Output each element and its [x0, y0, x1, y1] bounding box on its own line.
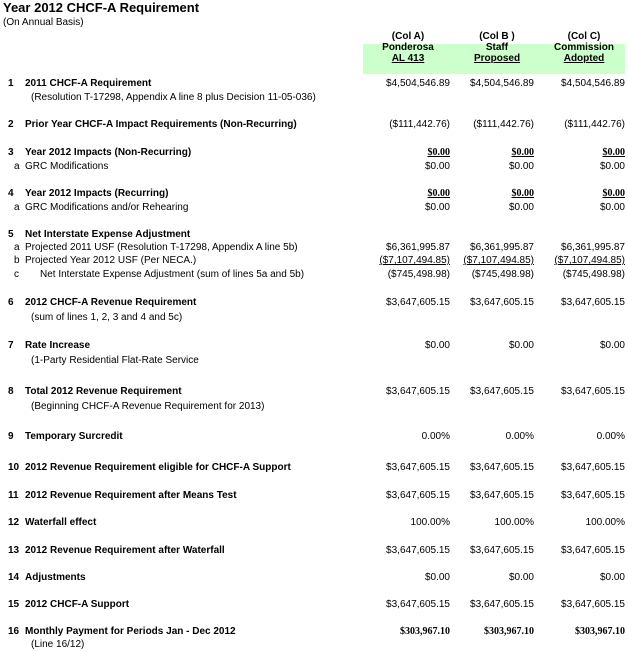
col-c-name: Commission	[553, 42, 614, 53]
row-number: 1	[8, 78, 14, 89]
row-label: Net Interstate Expense Adjustment (sum of lines 5a and 5b)	[40, 269, 305, 280]
col-a-value: 0.00%	[421, 431, 450, 442]
col-c-value: ($745,498.98)	[562, 269, 625, 280]
col-b-value: $3,647,605.15	[470, 386, 534, 397]
col-c-value: $0.00	[599, 202, 625, 213]
col-a-value: $0.00	[427, 188, 450, 199]
col-c-value: 0.00%	[596, 431, 625, 442]
row-note: (Resolution T-17298, Appendix A line 8 plus Decision 11-05-036)	[31, 92, 316, 103]
table-row-note	[0, 311, 628, 324]
table-row	[0, 385, 628, 398]
col-c-value: $4,504,546.89	[561, 78, 625, 89]
table-row	[0, 571, 628, 584]
page-subtitle: (On Annual Basis)	[3, 17, 84, 28]
col-c-value: $3,647,605.15	[561, 386, 625, 397]
table-row	[0, 296, 628, 309]
row-number: 5	[8, 229, 14, 240]
table-row	[0, 160, 628, 173]
row-label: GRC Modifications and/or Rehearing	[25, 202, 189, 213]
row-label: Projected Year 2012 USF (Per NECA.)	[25, 255, 197, 266]
row-note: (Beginning CHCF-A Revenue Requirement for 2013)	[31, 401, 265, 412]
col-c-value: ($111,442.76)	[564, 119, 625, 130]
col-a-value: $3,647,605.15	[386, 297, 450, 308]
row-number: 11	[8, 490, 19, 501]
row-label: 2012 Revenue Requirement after Means Test	[25, 490, 237, 501]
col-a-value: ($111,442.76)	[389, 119, 450, 130]
col-b-value: $0.00	[508, 572, 534, 583]
row-label: 2012 Revenue Requirement eligible for CHCF-A Support	[25, 462, 291, 473]
col-b-value: $303,967.10	[484, 626, 534, 637]
table-row-note	[0, 91, 628, 104]
table-row	[0, 544, 628, 557]
col-c-value: 100.00%	[585, 517, 625, 528]
table-row	[0, 489, 628, 502]
table-row	[0, 254, 628, 267]
table-row-note	[0, 638, 628, 651]
col-a-value: $0.00	[427, 147, 450, 158]
row-label: 2012 CHCF-A Support	[25, 599, 130, 610]
row-label: Monthly Payment for Periods Jan - Dec 2012	[25, 626, 236, 637]
col-b-value: $0.00	[508, 202, 534, 213]
col-b-value: $3,647,605.15	[470, 462, 534, 473]
row-label: Waterfall effect	[25, 517, 97, 528]
row-number: 10	[8, 462, 20, 473]
col-b-name: Staff	[485, 42, 509, 53]
row-number: 9	[8, 431, 14, 442]
row-number: 16	[8, 626, 20, 637]
row-note: (Line 16/12)	[31, 639, 85, 650]
row-label: Adjustments	[25, 572, 86, 583]
col-b-value: ($745,498.98)	[471, 269, 534, 280]
row-number: 3	[8, 147, 14, 158]
row-label: GRC Modifications	[25, 161, 109, 172]
row-label: Rate Increase	[25, 340, 91, 351]
row-label: 2012 Revenue Requirement after Waterfall	[25, 545, 225, 556]
col-a-name: Ponderosa	[382, 42, 434, 53]
row-number: 7	[8, 340, 14, 351]
table-row	[0, 339, 628, 352]
row-label: 2011 CHCF-A Requirement	[25, 78, 152, 89]
table-row	[0, 118, 628, 131]
table-row	[0, 201, 628, 214]
row-number: 13	[8, 545, 20, 556]
page-title: Year 2012 CHCF-A Requirement	[3, 0, 200, 15]
row-label: Projected 2011 USF (Resolution T-17298, Appendix A line 5b)	[25, 242, 298, 253]
row-number: 12	[8, 517, 20, 528]
col-c-value: $3,647,605.15	[561, 297, 625, 308]
table-row	[0, 241, 628, 254]
col-b-value: $0.00	[508, 161, 534, 172]
table-row	[0, 625, 628, 638]
col-a-value: $3,647,605.15	[386, 386, 450, 397]
col-b-value: ($111,442.76)	[473, 119, 534, 130]
col-a-value: $3,647,605.15	[386, 545, 450, 556]
row-label: Prior Year CHCF-A Impact Requirements (Non-Recurring)	[25, 119, 297, 130]
col-a-value: $3,647,605.15	[386, 490, 450, 501]
row-label: Total 2012 Revenue Requirement	[25, 386, 182, 397]
col-c-value: $3,647,605.15	[561, 599, 625, 610]
row-label: Temporary Surcredit	[25, 431, 123, 442]
col-b-code: (Col B )	[479, 31, 515, 42]
row-letter: c	[14, 269, 19, 280]
col-a-value: ($7,107,494.85)	[379, 255, 450, 266]
col-c-value: $3,647,605.15	[561, 462, 625, 473]
table-row	[0, 430, 628, 443]
table-row	[0, 146, 628, 159]
row-note: (1-Party Residential Flat-Rate Service	[31, 355, 199, 366]
col-c-value: $303,967.10	[575, 626, 625, 637]
col-b-value: ($7,107,494.85)	[463, 255, 534, 266]
table-row-note	[0, 354, 628, 367]
col-c-value: $0.00	[602, 188, 625, 199]
col-c-value: $6,361,995.87	[561, 242, 625, 253]
col-c-sub: Adopted	[563, 53, 605, 64]
col-b-sub: Proposed	[473, 53, 521, 64]
col-b-value: 0.00%	[505, 431, 534, 442]
table-row	[0, 228, 628, 241]
row-label: 2012 CHCF-A Revenue Requirement	[25, 297, 197, 308]
col-b-value: $0.00	[511, 147, 534, 158]
col-a-value: $0.00	[424, 340, 450, 351]
col-a-value: $3,647,605.15	[386, 599, 450, 610]
row-number: 14	[8, 572, 20, 583]
col-c-value: $0.00	[599, 572, 625, 583]
col-a-code: (Col A)	[391, 31, 425, 42]
col-a-value: $6,361,995.87	[386, 242, 450, 253]
col-b-value: $0.00	[508, 340, 534, 351]
table-row	[0, 516, 628, 529]
row-number: 8	[8, 386, 14, 397]
row-letter: a	[14, 242, 20, 253]
row-letter: b	[14, 255, 20, 266]
row-number: 6	[8, 297, 14, 308]
row-label: Year 2012 Impacts (Recurring)	[25, 188, 169, 199]
col-a-value: ($745,498.98)	[387, 269, 450, 280]
col-c-value: $3,647,605.15	[561, 490, 625, 501]
col-c-value: ($7,107,494.85)	[554, 255, 625, 266]
col-a-sub: AL 413	[391, 53, 425, 64]
row-letter: a	[14, 202, 20, 213]
table-row	[0, 461, 628, 474]
col-a-value: $0.00	[424, 202, 450, 213]
table-row	[0, 77, 628, 90]
col-a-value: $4,504,546.89	[386, 78, 450, 89]
col-c-code: (Col C)	[567, 31, 601, 42]
col-b-value: 100.00%	[494, 517, 534, 528]
row-label: Net Interstate Expense Adjustment	[25, 229, 191, 240]
col-a-value: $0.00	[424, 572, 450, 583]
col-c-value: $3,647,605.15	[561, 545, 625, 556]
row-number: 4	[8, 188, 14, 199]
col-b-value: $3,647,605.15	[470, 545, 534, 556]
row-label: Year 2012 Impacts (Non-Recurring)	[25, 147, 192, 158]
col-c-value: $0.00	[599, 340, 625, 351]
col-a-value: $3,647,605.15	[386, 462, 450, 473]
col-a-value: 100.00%	[410, 517, 450, 528]
row-letter: a	[14, 161, 20, 172]
row-number: 2	[8, 119, 14, 130]
table-row	[0, 268, 628, 281]
col-a-value: $303,967.10	[400, 626, 450, 637]
col-b-value: $6,361,995.87	[470, 242, 534, 253]
table-row-note	[0, 400, 628, 413]
col-b-value: $3,647,605.15	[470, 599, 534, 610]
row-note: (sum of lines 1, 2, 3 and 4 and 5c)	[31, 312, 183, 323]
col-b-value: $3,647,605.15	[470, 490, 534, 501]
col-b-value: $4,504,546.89	[470, 78, 534, 89]
row-number: 15	[8, 599, 20, 610]
col-b-value: $3,647,605.15	[470, 297, 534, 308]
col-b-value: $0.00	[511, 188, 534, 199]
table-row	[0, 187, 628, 200]
col-a-value: $0.00	[424, 161, 450, 172]
col-c-value: $0.00	[602, 147, 625, 158]
col-c-value: $0.00	[599, 161, 625, 172]
table-row	[0, 598, 628, 611]
